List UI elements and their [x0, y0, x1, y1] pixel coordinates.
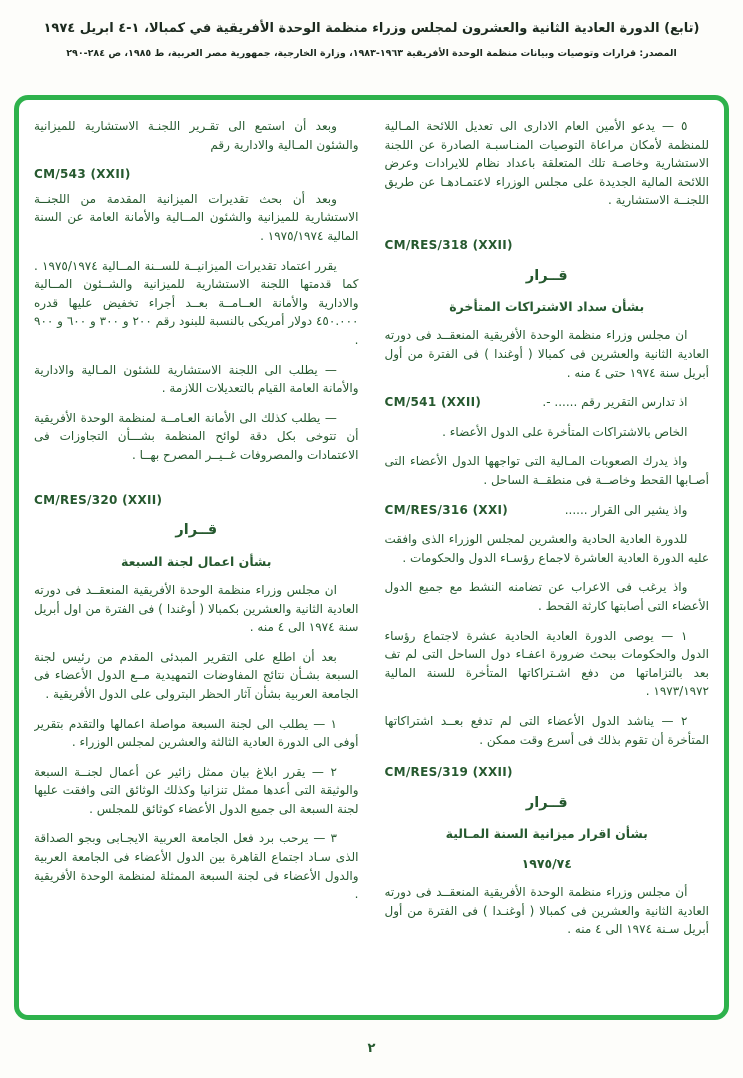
paragraph: — يطلب الى اللجنة الاستشارية للشئون المـالية والادارية والأمانة العامة القيام بالتعديلات اللازمة .	[34, 362, 359, 396]
content-frame	[14, 95, 729, 1020]
resolution-code: CM/543 (XXII)	[34, 167, 131, 182]
paragraph: أن مجلس وزراء منظمة الوحدة الأفريقية المنعقــد فى دورته العادية الثانية والعشرين فى كمبالا ( أوغنـدا ) فى الفترة من أول أبريل سـنة ١٩٧٤ الى ٤ منه .	[384, 884, 709, 937]
paragraph: ١ — يطلب الى لجنة السبعة مواصلة اعمالها والتقدم بتقرير أوفى الى الدورة العادية الثالثة والعشرين لمجلس الوزراء .	[34, 716, 359, 750]
resolution-fiscal-year: ١٩٧٥/٧٤	[521, 855, 572, 871]
paragraph: ٣ — يرحب برد فعل الجامعة العربية الايجـابى وبجو الصداقة الذى سـاد اجتماع القاهرة بين الدول الأعضاء فى الجامعة العربية والدول الأعضاء فى لجنة السبعة الممثلة لمنظمة الوحدة الأفريقية .	[34, 831, 359, 902]
document-header	[0, 0, 743, 59]
clause-code: CM/RES/316 (XXI)	[384, 502, 509, 517]
paragraph: ٢ — يناشد الدول الأعضاء التى لم تدفع بعــد اشتراكاتها المتأخرة أن تقوم بذلك فى أسرع وقت ممكن .	[384, 713, 709, 747]
column-left	[34, 117, 359, 1005]
resolution-subject: بشأن اقرار ميزانية السنة المـالية	[445, 826, 648, 842]
document-title: (تابع) الدورة العادية الثانية والعشرون لمجلس وزراء منظمة الوحدة الأفريقية في كمبالا، ١-٤ ابريل ١٩٧٤	[43, 21, 700, 36]
resolution-subject: بشأن اعمال لجنة السبعة	[121, 553, 272, 569]
clause-text: واذ يشير الى القرار ......	[564, 502, 688, 517]
resolution-heading: قــرار	[175, 522, 218, 539]
clause-text: اذ تدارس التقرير رقم ...... -.	[542, 395, 688, 410]
resolution-code: CM/RES/319 (XXII)	[384, 765, 513, 780]
page-number: ٢	[367, 1041, 376, 1056]
resolution-code: CM/RES/318 (XXII)	[384, 237, 513, 252]
paragraph: ٥ — يدعو الأمين العام الادارى الى تعديل اللائحة المـالية للمنظمة لأمكان مراعاة التوصيات المنـاسبـة الصادرة عن اللجنة الاستشارية وخاصـة تلك المتعلقة باعداد نظام للايرادات وعرض اللائحة المالية الجديدة على مجلس الوزراء لاعتمـادهـا عن طريق اللجنــة الاستشارية .	[384, 119, 709, 208]
paragraph: وبعد أن بحث تقديرات الميزانية المقدمة من اللجنــة الاستشارية للميزانية والشئون المــالية والأمانة العامة عن السنة المالية ١٩٧٥/١٩٧٤ .	[34, 191, 359, 243]
resolution-heading: قــرار	[525, 267, 568, 284]
paragraph: ان مجلس وزراء منظمة الوحدة الأفريقية المنعقــد فى دورته العادية الثانية والعشرين بكمبالا ( أوغندا ) فى الفترة من اول أبريل سنة ١٩٧٤ الى ٤ منه .	[34, 582, 359, 635]
resolution-heading: قــرار	[525, 794, 568, 811]
paragraph: ان مجلس وزراء منظمة الوحدة الأفريقية المنعقــد فى دورته العادية الثانية والعشرين فى كمبالا ( أوغندا ) فى الفترة من أول أبريل سنة ١٩٧٤ حتى ٤ منه .	[384, 328, 709, 380]
two-column-layout	[34, 117, 709, 1005]
paragraph: ٢ — يقرر ابلاغ بيان ممثل زائير عن أعمال لجنــة السبعة والوثيقة التى أعدها ممثل تنزانيا وكذلك الوثائق التى وافقت عليها لجنة السبعة الى جميع الدول الأعضاء كوثائق للمجلس .	[34, 764, 359, 816]
clause-with-code	[385, 393, 710, 412]
resolution-code: CM/RES/320 (XXII)	[34, 492, 163, 507]
paragraph: يقرر اعتماد تقديرات الميزانيــة للســنة المــالية ١٩٧٥/١٩٧٤ . كما قدمتها اللجنة الاستشارية للميزانية والشــئون المــالية والادارية والأمانة العــامــة بعــد أجراء تخفيض عليها قدره ٤٥٠.٠٠٠ دولار أمريكى بالنسبة للبنود رقم ٢٠٠ و ٣٠٠ و ٦٠٠ و ٩٠٠ .	[34, 258, 359, 347]
paragraph: واذ يرغب فى الاعراب عن تضامنه النشط مع جميع الدول الأعضاء التى أصابتها كارثة القحط .	[384, 580, 709, 613]
clause-with-code	[385, 501, 710, 520]
paragraph: — يطلب كذلك الى الأمانة العـامــة لمنظمة الوحدة الأفريقية أن تتوخى بكل دقة لوائح المنظمة بشـــأن التجاوزات فى الاعتمادات والمصروفات غــيــر المصرح بهــا .	[34, 410, 359, 462]
paragraph: وبعد أن استمع الى تقـرير اللجنـة الاستشارية للميزانية والشئون المـالية والادارية رقم	[34, 119, 359, 152]
resolution-subject: بشأن سداد الاشتراكات المتأخرة	[449, 299, 645, 315]
paragraph: واذ يدرك الصعوبات المـالية التى تواجهها الدول الأعضاء التى أصـابها القحط وخاصــة فى منطقــة الساحل .	[384, 454, 709, 487]
paragraph: ١ — يوصى الدورة العادية الحادية عشرة لاجتماع رؤساء الدول والحكومات ببحث ضرورة اعفـاء دول الساحل التى لم تف بعد بالتزاماتها من دفع اشـتراكاتها المتأخرة للسنة المالية ١٩٧٣/١٩٧٢ .	[384, 628, 709, 699]
document-source: المصدر: قرارات وتوصيات وبيانات منظمة الوحدة الأفريقية ١٩٦٣-١٩٨٣، وزارة الخارجية، جمهورية مصر العربية، ط ١٩٨٥، ص ٢٨٤-٢٩٠	[66, 47, 677, 59]
paragraph: للدورة العادية الحادية والعشرين لمجلس الوزراء الذى وافقت عليه الدورة العادية العاشرة لاجماع رؤسـاء الدول والحكومات .	[384, 532, 709, 565]
clause-code: CM/541 (XXII)	[384, 395, 482, 410]
paragraph: بعد أن اطلع على التقرير المبدئى المقدم من رئيس لجنة السبعة بشـأن نتائج المفاوضات التمهيدية مــع الدول الأعضاء فى الجامعة العربية بشأن آثار الحظر البترولى على الدول الأفريقية .	[34, 649, 359, 701]
column-right	[385, 117, 710, 1005]
paragraph: الخاص بالاشتراكات المتأخرة على الدول الأعضاء .	[442, 424, 688, 439]
